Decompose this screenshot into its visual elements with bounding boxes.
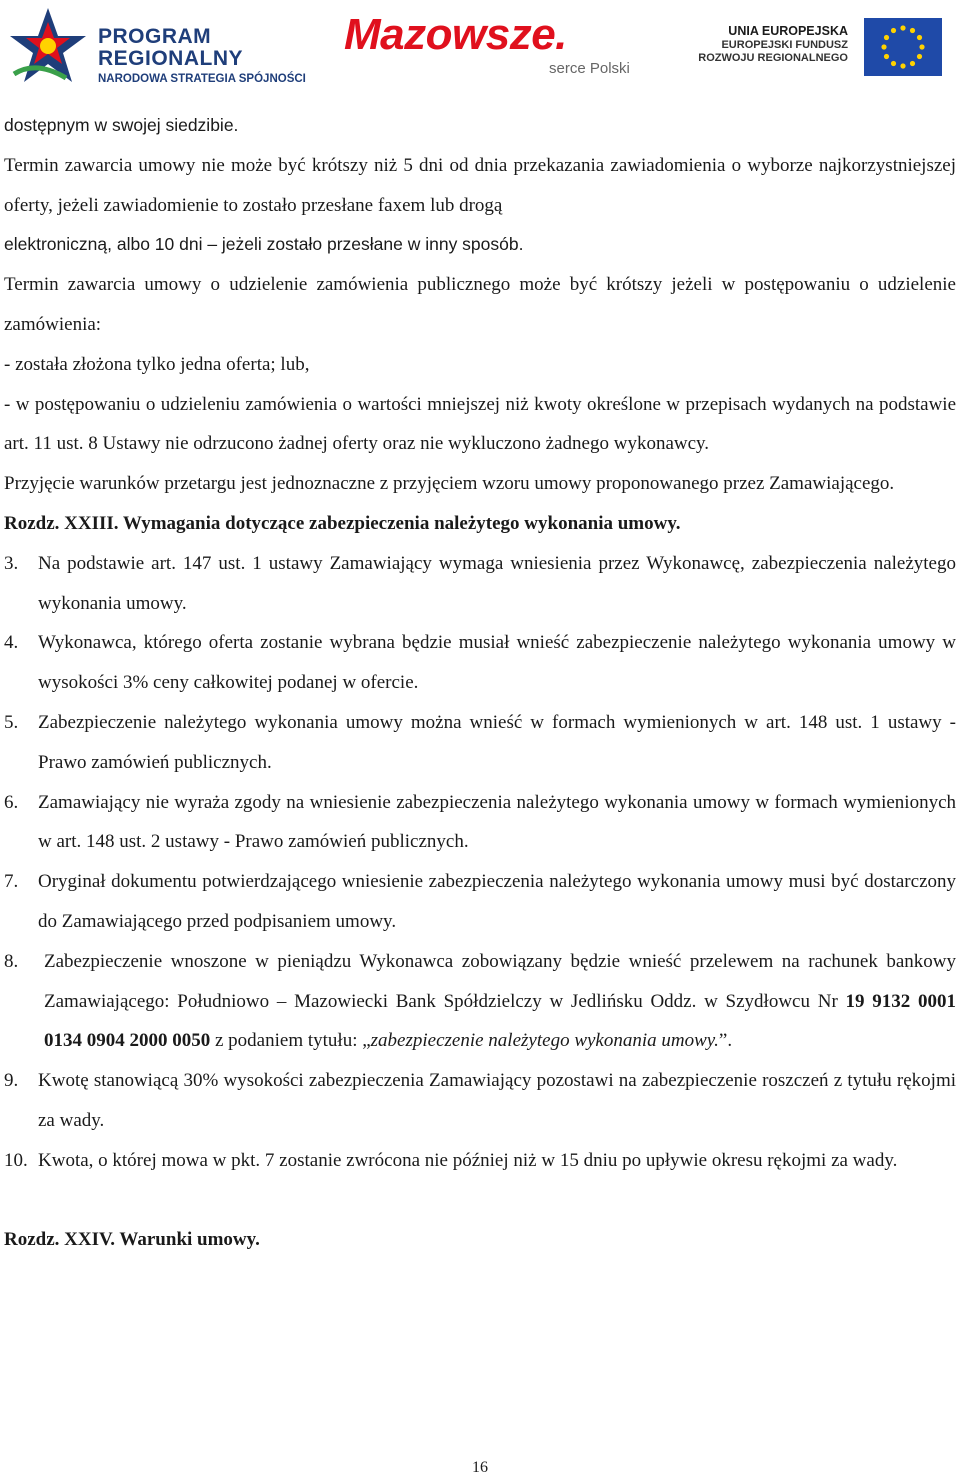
paragraph-shorter-term: Termin zawarcia umowy o udzielenie zamówienia publicznego może być krótszy jeżeli w postępowaniu o udzielenie zamówienia: bbox=[4, 274, 956, 335]
list-item-number: 4. bbox=[4, 632, 19, 654]
list-item bbox=[4, 862, 956, 942]
bank-account-number: 19 9132 0001 0134 0904 2000 0050 bbox=[44, 990, 957, 1052]
list-item-number: 7. bbox=[4, 871, 19, 893]
payment-text: Zabezpieczenie wnoszone w pieniądzu Wykonawca zobowiązany będzie wnieść przelewem na rachunek bankowy Zamawiającego: Południowo – Mazowiecki Bank Spółdzielczy w Jedlińsku Oddz. w Szydłowcu Nr bbox=[44, 950, 956, 1012]
paragraph-single-offer: - została złożona tylko jedna oferta; lub, bbox=[4, 353, 310, 375]
list-item-number: 6. bbox=[4, 791, 19, 813]
list-item bbox=[4, 544, 956, 624]
payment-title-suffix: ”. bbox=[718, 1030, 733, 1052]
section-title-xxiii: Rozdz. XXIII. Wymagania dotyczące zabezpieczenia należytego wykonania umowy. bbox=[4, 512, 681, 534]
eu-fund-line2: ROZWOJU REGIONALNEGO bbox=[698, 52, 848, 64]
blank-line bbox=[4, 1181, 956, 1221]
mazowsze-logo bbox=[344, 10, 644, 84]
list-item-number: 8. bbox=[4, 950, 19, 972]
paragraph-intro: dostępnym w swojej siedzibie. bbox=[4, 115, 239, 135]
list-item-text: Oryginał dokumentu potwierdzającego wniesienie zabezpieczenia należytego wykonania umowy musi być dostarczony do Zamawiającego przed podpisaniem umowy. bbox=[38, 871, 956, 932]
payment-title-prefix: z podaniem tytułu: „ bbox=[210, 1030, 371, 1052]
list-item-number: 10. bbox=[4, 1149, 28, 1171]
list-item bbox=[4, 783, 956, 863]
program-title-line1: PROGRAM bbox=[98, 25, 212, 48]
mazowsze-tagline: serce Polski bbox=[549, 60, 630, 77]
eu-title: UNIA EUROPEJSKA bbox=[728, 24, 848, 38]
list-item bbox=[4, 623, 956, 703]
program-star-icon bbox=[6, 4, 90, 88]
eu-fund-line1: EUROPEJSKI FUNDUSZ bbox=[721, 39, 848, 51]
document-body bbox=[4, 106, 956, 1260]
mazowsze-wordmark: Mazowsze. bbox=[344, 10, 567, 59]
list-item-payment bbox=[4, 942, 956, 1061]
eu-logo bbox=[688, 18, 956, 82]
list-item bbox=[4, 1141, 956, 1181]
program-regionalny-logo bbox=[6, 4, 306, 90]
section-title-xxiv: Rozdz. XXIV. Warunki umowy. bbox=[4, 1229, 260, 1251]
list-item-number: 3. bbox=[4, 552, 19, 574]
list-item bbox=[4, 1061, 956, 1141]
list-item-number: 5. bbox=[4, 711, 19, 733]
page-header bbox=[0, 0, 960, 92]
paragraph-contract-term-end: elektroniczną, albo 10 dni – jeżeli zostało przesłane w inny sposób. bbox=[4, 234, 524, 255]
paragraph-lower-value: - w postępowaniu o udzieleniu zamówienia o wartości mniejszej niż kwoty określone w przepisach wydanych na podstawie art. 11 ust. 8 Ustawy nie odrzucono żadnej oferty oraz nie wykluczono żadnego wykonawcy. bbox=[4, 393, 956, 455]
contract-term-text: Termin zawarcia umowy nie może być krótszy niż 5 dni od dnia przekazania zawiadomienia o wyborze najkorzystniejszej oferty, jeżeli zawiadomienie to zostało przesłane faxem lub drogą bbox=[4, 154, 956, 216]
list-item bbox=[4, 703, 956, 783]
list-item-text: Kwotę stanowiącą 30% wysokości zabezpieczenia Zamawiający pozostawi na zabezpieczenie roszczeń z tytułu rękojmi za wady. bbox=[38, 1070, 956, 1131]
list-item-text: Zamawiający nie wyraża zgody na wniesienie zabezpieczenia należytego wykonania umowy w formach wymienionych w art. 148 ust. 2 ustawy - Prawo zamówień publicznych. bbox=[38, 791, 956, 853]
list-item-text: Zabezpieczenie należytego wykonania umowy można wnieść w formach wymienionych w art. 148 ust. 1 ustawy - Prawo zamówień publicznych. bbox=[38, 711, 956, 773]
paragraph-contract-term bbox=[4, 146, 956, 226]
payment-title: zabezpieczenie należytego wykonania umowy. bbox=[370, 1030, 719, 1052]
page-number: 16 bbox=[472, 1459, 488, 1476]
requirements-list bbox=[4, 544, 956, 1181]
list-item-text: Na podstawie art. 147 ust. 1 ustawy Zamawiający wymaga wniesienia przez Wykonawcę, zabezpieczenia należytego wykonania umowy. bbox=[38, 552, 956, 614]
program-title-line2: REGIONALNY bbox=[98, 47, 244, 70]
eu-flag-icon bbox=[864, 18, 942, 76]
program-subtitle: NARODOWA STRATEGIA SPÓJNOŚCI bbox=[98, 73, 306, 85]
paragraph-acceptance: Przyjęcie warunków przetargu jest jednoznaczne z przyjęciem wzoru umowy proponowanego przez Zamawiającego. bbox=[4, 473, 895, 495]
list-item-text: Kwota, o której mowa w pkt. 7 zostanie zwrócona nie później niż w 15 dniu po upływie okresu rękojmi za wady. bbox=[38, 1149, 898, 1171]
list-item-text: Wykonawca, którego oferta zostanie wybrana będzie musiał wnieść zabezpieczenie należytego wykonania umowy w wysokości 3% ceny całkowitej podanej w ofercie. bbox=[38, 632, 956, 694]
list-item-number: 9. bbox=[4, 1070, 19, 1092]
